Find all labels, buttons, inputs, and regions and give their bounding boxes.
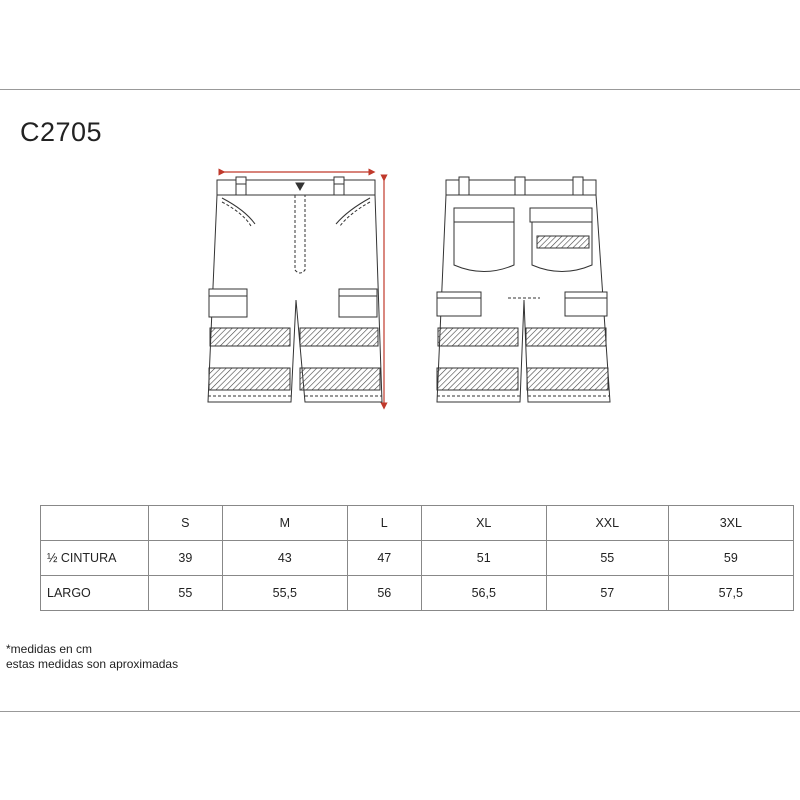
measure-cell: 39 — [149, 541, 223, 576]
measure-cell: 43 — [222, 541, 347, 576]
top-divider — [0, 89, 800, 90]
size-header-cell: M — [222, 506, 347, 541]
size-header-cell: S — [149, 506, 223, 541]
product-code-title: C2705 — [20, 117, 103, 147]
measure-cell: 55 — [546, 541, 668, 576]
garment-technical-drawing — [0, 160, 800, 420]
table-corner-cell — [41, 506, 149, 541]
bottom-divider — [0, 711, 800, 712]
measure-cell: 47 — [347, 541, 421, 576]
size-header-row — [41, 506, 794, 541]
row-label: ½ CINTURA — [41, 541, 149, 576]
measure-cell: 57 — [546, 576, 668, 611]
size-header-cell: 3XL — [668, 506, 793, 541]
size-header-cell: XXL — [546, 506, 668, 541]
measurement-notes — [6, 642, 178, 672]
approximation-note: estas medidas son aproximadas — [6, 657, 179, 671]
size-chart-table — [40, 505, 794, 611]
measure-cell: 59 — [668, 541, 793, 576]
front-view-shorts — [208, 177, 382, 402]
measure-cell: 55,5 — [222, 576, 347, 611]
measure-cell: 55 — [149, 576, 223, 611]
row-label: LARGO — [41, 576, 149, 611]
measure-cell: 57,5 — [668, 576, 793, 611]
size-header-cell: XL — [421, 506, 546, 541]
back-view-shorts — [437, 177, 610, 402]
measure-cell: 56 — [347, 576, 421, 611]
table-row — [41, 576, 794, 611]
size-header-cell: L — [347, 506, 421, 541]
measure-cell: 56,5 — [421, 576, 546, 611]
table-row — [41, 541, 794, 576]
measure-cell: 51 — [421, 541, 546, 576]
units-note: *medidas en cm — [6, 642, 93, 656]
